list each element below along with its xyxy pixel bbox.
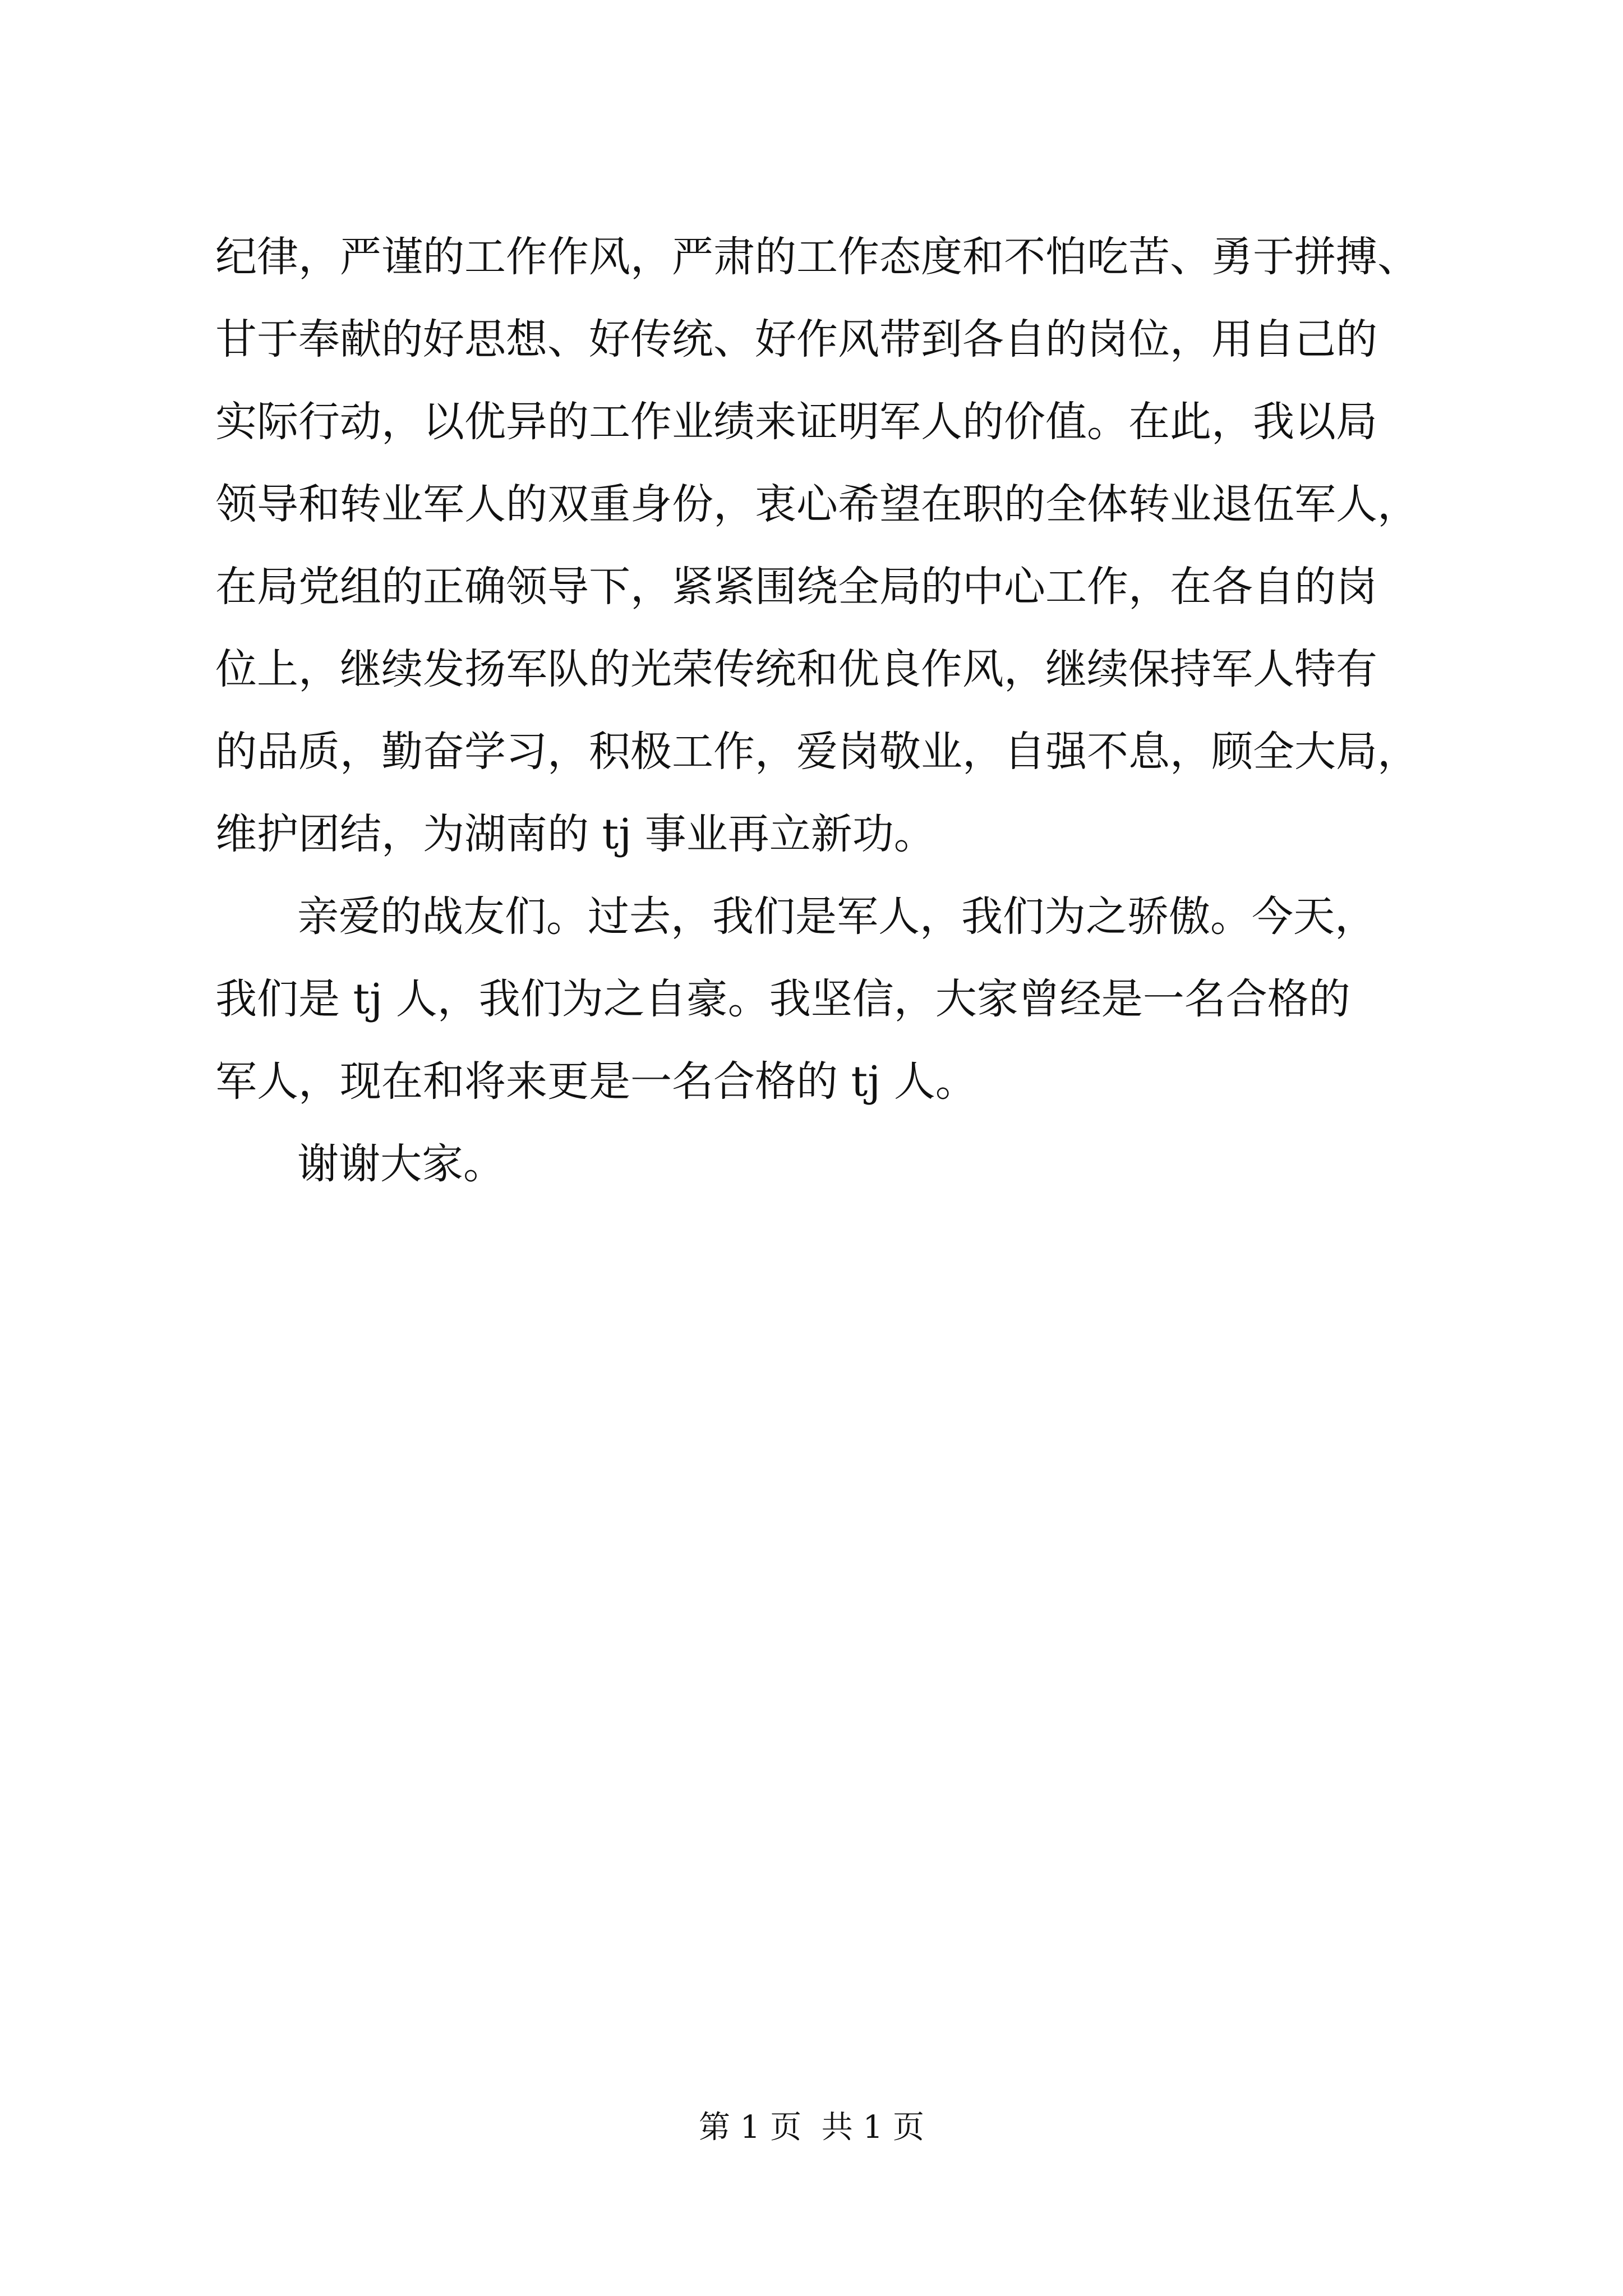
page-footer: 第 1 页 共 1 页: [698, 2109, 925, 2146]
text-line: 军人，现在和将来更是一名合格的 tj 人。: [215, 1057, 977, 1106]
text-line: 甘于奉献的好思想、好传统、好作风带到各自的岗位，用自己的: [215, 315, 1377, 364]
text-line: 维护团结，为湖南的 tj 事业再立新功。: [215, 810, 935, 858]
text-line: 的品质，勤奋学习，积极工作，爱岗敬业，自强不息，顾全大局，: [215, 728, 1419, 776]
closing-line: 谢谢大家。: [297, 1140, 505, 1188]
paragraph-start-line: 亲爱的战友们。过去，我们是军人，我们为之骄傲。今天，: [297, 892, 1376, 941]
text-line: 领导和转业军人的双重身份，衷心希望在职的全体转业退伍军人，: [215, 480, 1419, 528]
document-body: [215, 216, 1438, 1205]
text-line: 我们是 tj 人，我们为之自豪。我坚信，大家曾经是一名合格的: [215, 975, 1350, 1023]
text-line: 纪律，严谨的工作作风，严肃的工作态度和不怕吃苦、勇于拼搏、: [215, 233, 1419, 281]
text-line: 实际行动，以优异的工作业绩来证明军人的价值。在此，我以局: [215, 398, 1377, 446]
text-line: 在局党组的正确领导下，紧紧围绕全局的中心工作，在各自的岗: [215, 563, 1377, 611]
text-line: 位上，继续发扬军队的光荣传统和优良作风，继续保持军人特有: [215, 645, 1377, 693]
